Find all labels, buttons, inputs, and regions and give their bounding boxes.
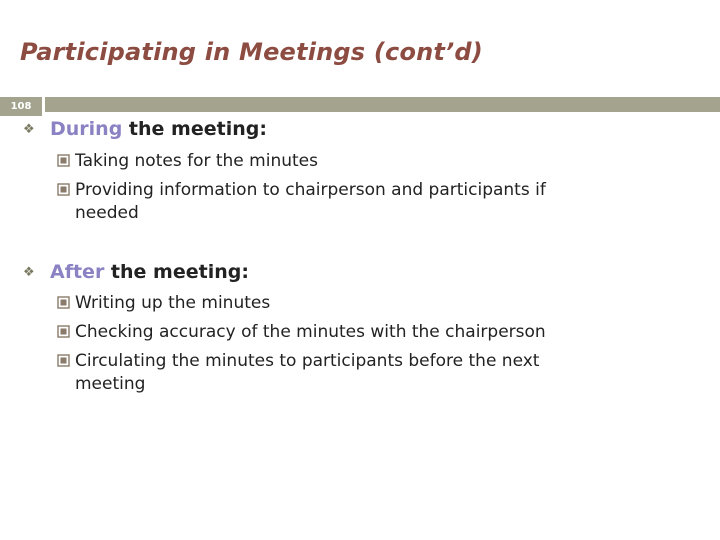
section-accent-word: During <box>50 118 123 140</box>
square-box-bullet-icon <box>57 154 70 167</box>
title-divider-bar <box>45 97 720 112</box>
list-item <box>57 321 546 344</box>
square-box-bullet-icon <box>57 354 70 367</box>
list-item-text: Circulating the minutes to participants before the next <box>75 351 540 371</box>
list-item <box>57 350 539 396</box>
section-heading-text: the meeting: <box>104 261 249 283</box>
list-item-text: Taking notes for the minutes <box>75 151 318 171</box>
list-item-text-continued: meeting <box>75 374 146 394</box>
square-box-bullet-icon <box>57 325 70 338</box>
section-heading-text: the meeting: <box>122 118 267 140</box>
list-item-text: Writing up the minutes <box>75 293 271 313</box>
slide-number: 108 <box>0 97 42 116</box>
section-heading-during <box>50 118 267 140</box>
square-box-bullet-icon <box>57 183 70 196</box>
diamond-bullet-icon: ❖ <box>23 265 35 280</box>
list-item <box>57 150 318 173</box>
list-item-text: Checking accuracy of the minutes with the chairperson <box>75 322 546 342</box>
list-item-text-continued: needed <box>75 203 139 223</box>
list-item-text: Providing information to chairperson and participants if <box>75 180 546 200</box>
diamond-bullet-icon: ❖ <box>23 122 35 137</box>
list-item <box>57 292 270 315</box>
slide-title: Participating in Meetings (cont’d) <box>20 38 483 66</box>
square-box-bullet-icon <box>57 296 70 309</box>
list-item <box>57 179 546 225</box>
section-heading-after <box>50 261 249 283</box>
section-accent-word: After <box>50 261 105 283</box>
